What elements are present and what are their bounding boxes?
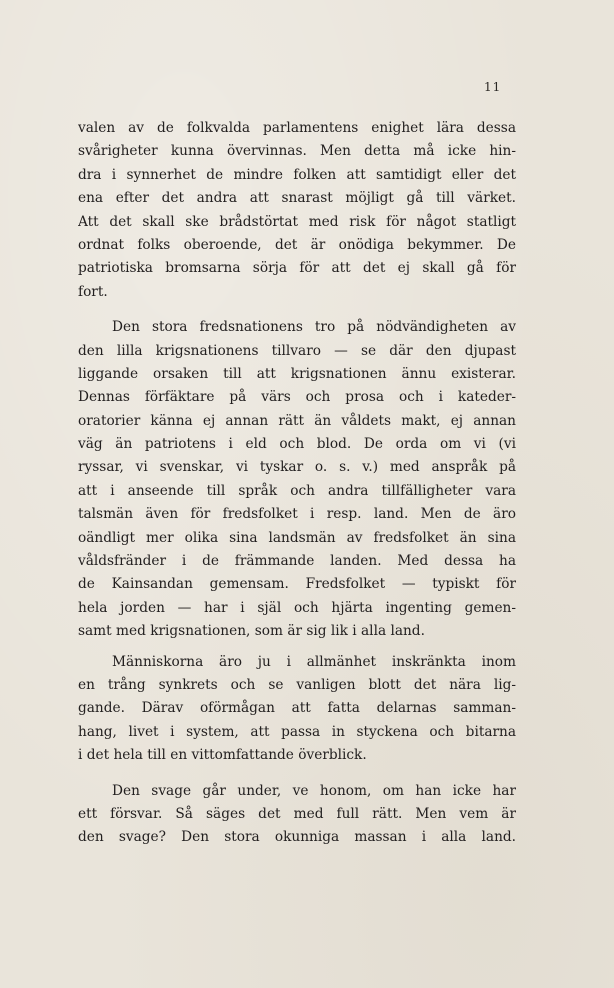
text-line: Den svage går under, ve honom, om han icke har xyxy=(112,782,516,799)
text-line: hela jorden — har i själ och hjärta ingenting gemen- xyxy=(78,599,516,616)
text-line: i det hela till en vittomfattande överblick. xyxy=(78,747,367,764)
text-line: att i anseende till språk och andra tillfälligheter vara xyxy=(78,482,516,499)
text-line: de Kainsandan gemensam. Fredsfolket — typiskt för xyxy=(78,576,516,593)
text-line: ryssar, vi svenskar, vi tyskar o. s. v.) med anspråk på xyxy=(78,459,516,476)
text-line: ena efter det andra att snarast möjligt gå till värket. xyxy=(78,190,516,207)
paragraph-2 xyxy=(78,316,516,643)
paragraph-3 xyxy=(78,651,516,768)
body-text xyxy=(78,117,516,850)
text-line: den svage? Den stora okunniga massan i alla land. xyxy=(78,829,516,846)
text-line: den lilla krigsnationens tillvaro — se där den djupast xyxy=(78,342,516,359)
page-number: 11 xyxy=(484,80,502,94)
text-line: dra i synnerhet de mindre folken att samtidigt eller det xyxy=(78,166,516,183)
text-line: fort. xyxy=(78,283,108,300)
text-line: ett försvar. Så säges det med full rätt. Men vem är xyxy=(78,805,516,822)
text-line: talsmän även för fredsfolket i resp. land. Men de äro xyxy=(78,506,516,523)
text-line: oratorier känna ej annan rätt än våldets makt, ej annan xyxy=(78,412,516,429)
text-line: oändligt mer olika sina landsmän av fredsfolket än sina xyxy=(78,529,516,546)
paragraph-gap xyxy=(78,768,516,780)
text-line: Den stora fredsnationens tro på nödvändigheten av xyxy=(112,319,516,336)
paragraph-4 xyxy=(78,780,516,850)
text-line: Människorna äro ju i allmänhet inskränkta inom xyxy=(112,653,516,670)
text-line: valen av de folkvalda parlamentens enighet lära dessa xyxy=(78,120,516,136)
paragraph-gap xyxy=(78,304,516,316)
text-line: Att det skall ske brådstörtat med risk för något statligt xyxy=(78,213,516,230)
paragraph-1 xyxy=(78,117,516,304)
text-line: Dennas förfäktare på värs och prosa och i kateder- xyxy=(78,389,516,406)
text-line: samt med krigsnationen, som är sig lik i alla land. xyxy=(78,623,425,640)
text-line: patriotiska bromsarna sörja för att det ej skall gå för xyxy=(78,260,516,277)
text-line: liggande orsaken till att krigsnationen ännu existerar. xyxy=(78,365,516,382)
text-line: svårigheter kunna övervinnas. Men detta må icke hin- xyxy=(78,143,516,160)
text-line: ordnat folks oberoende, det är onödiga bekymmer. De xyxy=(78,236,516,253)
text-line: gande. Därav oförmågan att fatta delarnas samman- xyxy=(78,700,516,717)
text-line: väg än patriotens i eld och blod. De orda om vi (vi xyxy=(78,436,516,453)
text-line: våldsfränder i de främmande landen. Med dessa ha xyxy=(78,553,516,570)
text-line: en trång synkrets och se vanligen blott det nära lig- xyxy=(78,676,516,693)
text-line: hang, livet i system, att passa in styckena och bitarna xyxy=(78,723,516,740)
paragraph-gap xyxy=(78,644,516,651)
